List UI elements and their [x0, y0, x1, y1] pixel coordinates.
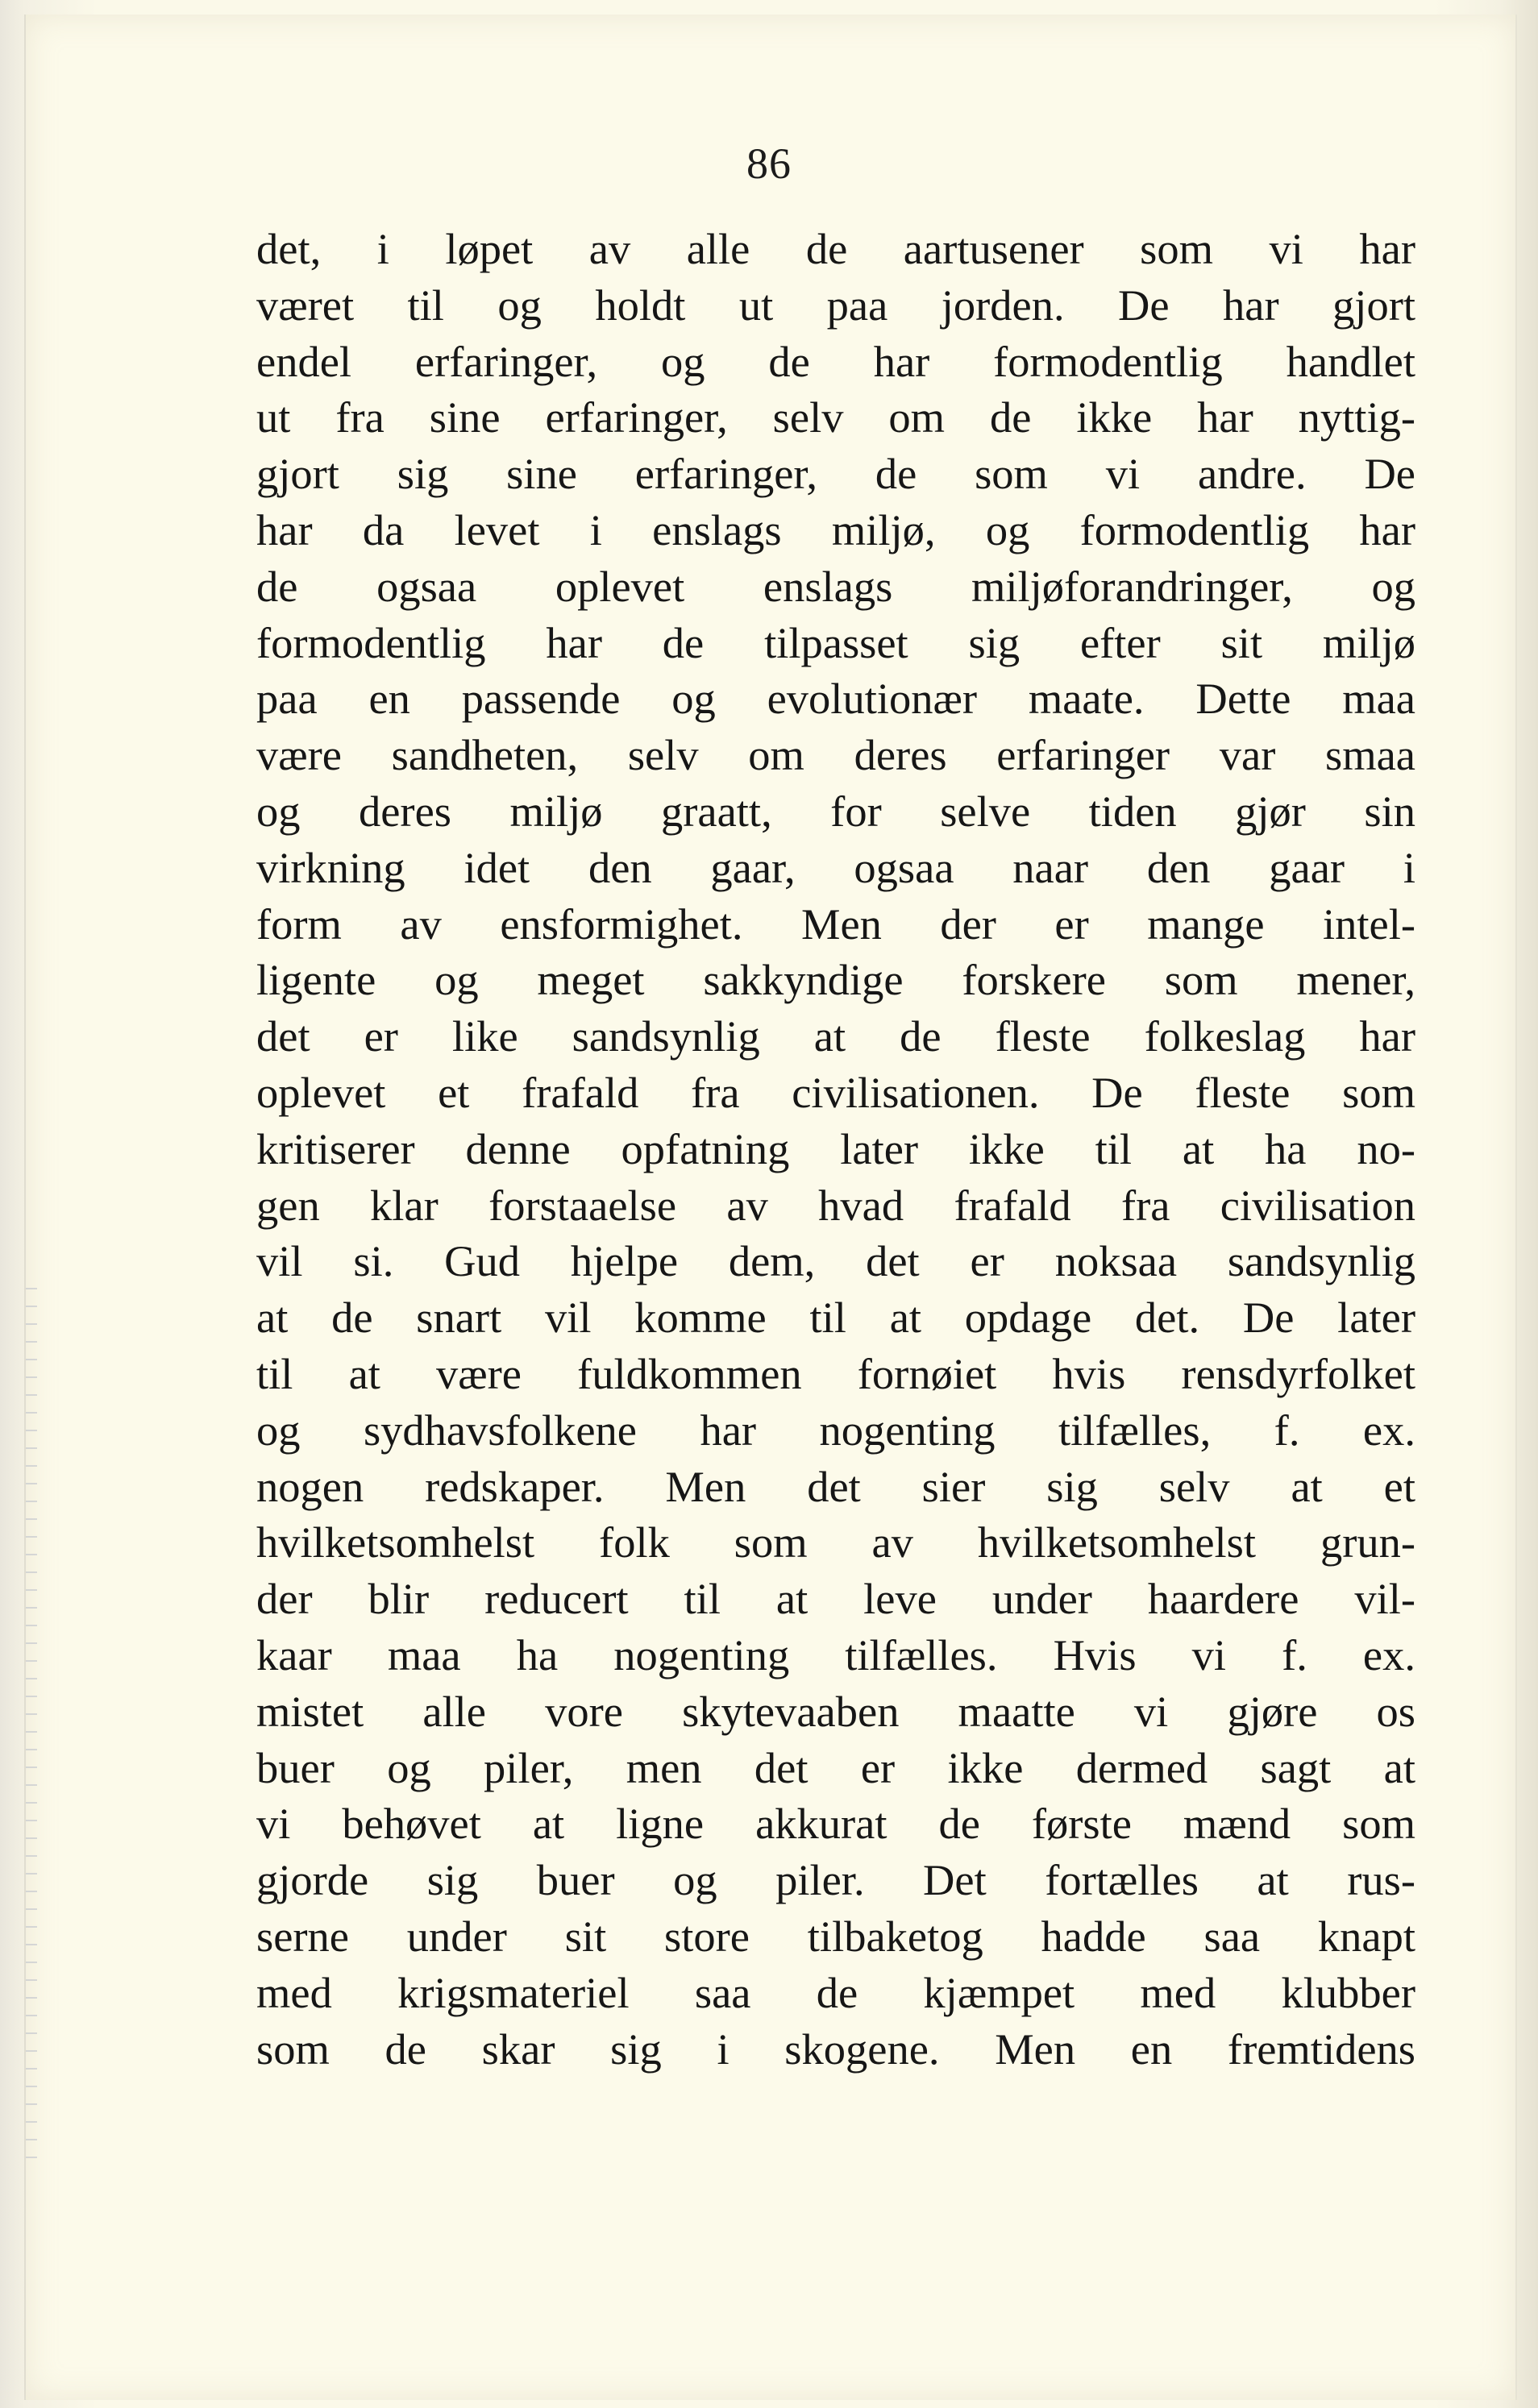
text-line: der blir reducert til at leve under haardere vil-: [256, 1574, 1415, 1624]
text-line: og sydhavsfolkene har nogenting tilfælles, f. ex.: [256, 1405, 1415, 1455]
text-line: hvilketsomhelst folk som av hvilketsomhelst grun-: [256, 1517, 1415, 1567]
text-line: kritiserer denne opfatning later ikke til at ha no-: [256, 1123, 1415, 1173]
text-line: paa en passende og evolutionær maate. Dette maa: [256, 674, 1415, 724]
text-line: gjorde sig buer og piler. Det fortælles at rus-: [256, 1855, 1415, 1905]
text-line: til at være fuldkommen fornøiet hvis rensdyrfolket: [256, 1348, 1415, 1398]
text-line: kaar maa ha nogenting tilfælles. Hvis vi f. ex.: [256, 1630, 1415, 1679]
text-line: det, i løpet av alle de aartusener som vi har: [256, 224, 1415, 273]
text-line: gen klar forstaaelse av hvad frafald fra civilisation: [256, 1180, 1415, 1230]
text-line: mistet alle vore skytevaaben maatte vi gjøre os: [256, 1686, 1415, 1736]
text-line: oplevet et frafald fra civilisationen. De fleste som: [256, 1067, 1415, 1117]
text-line: buer og piler, men det er ikke dermed sagt at: [256, 1742, 1415, 1792]
text-line: de ogsaa oplevet enslags miljøforandringer, og: [256, 561, 1415, 611]
text-line: som de skar sig i skogene. Men en fremtidens: [256, 2024, 1415, 2074]
page-edge-shadow: [26, 1288, 37, 2174]
text-line: nogen redskaper. Men det sier sig selv at et: [256, 1461, 1415, 1511]
text-line: har da levet i enslags miljø, og formodentlig har: [256, 504, 1415, 554]
text-line: form av ensformighet. Men der er mange intel-: [256, 899, 1415, 949]
text-line: ligente og meget sakkyndige forskere som mener,: [256, 955, 1415, 1005]
text-line: virkning idet den gaar, ogsaa naar den gaar i: [256, 842, 1415, 892]
text-line: formodentlig har de tilpasset sig efter sit miljø: [256, 617, 1415, 667]
text-line: vil si. Gud hjelpe dem, det er noksaa sandsynlig: [256, 1236, 1415, 1286]
text-line: med krigsmateriel saa de kjæmpet med klubber: [256, 1967, 1415, 2017]
body-text: [256, 221, 1415, 2077]
text-line: og deres miljø graatt, for selve tiden gjør sin: [256, 786, 1415, 836]
text-line: være sandheten, selv om deres erfaringer var smaa: [256, 730, 1415, 780]
text-line: serne under sit store tilbaketog hadde saa knapt: [256, 1911, 1415, 1961]
text-line: det er like sandsynlig at de fleste folkeslag har: [256, 1011, 1415, 1061]
text-line: vi behøvet at ligne akkurat de første mænd som: [256, 1799, 1415, 1849]
page-number: 86: [746, 139, 792, 188]
text-line: gjort sig sine erfaringer, de som vi andre. De: [256, 449, 1415, 499]
text-line: været til og holdt ut paa jorden. De har gjort: [256, 280, 1415, 330]
text-line: endel erfaringer, og de har formodentlig handlet: [256, 336, 1415, 386]
text-line: ut fra sine erfaringer, selv om de ikke har nyttig-: [256, 392, 1415, 442]
text-line: at de snart vil komme til at opdage det. De later: [256, 1293, 1415, 1343]
